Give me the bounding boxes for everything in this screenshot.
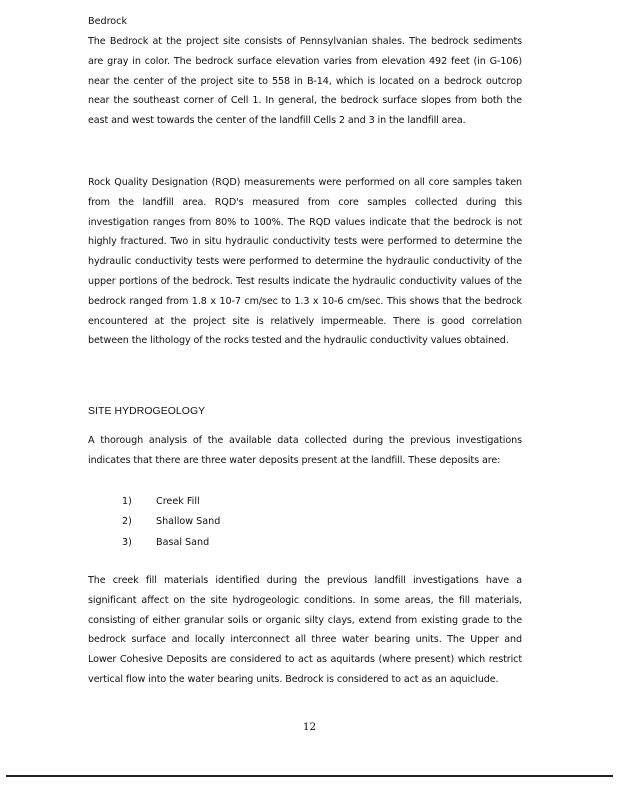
water-deposits-list (122, 492, 220, 553)
list-item-number: 3) (122, 536, 132, 548)
list-item-number: 1) (122, 496, 132, 507)
creek-fill-paragraph: The creek fill materials identified during the previous landfill investigations have a significant affect on the site hydrogeologic conditions. In some areas, the fill materials, consisting of either granular soils or organic silty clays, extend from existing grade to the bedrock surface and locally interconnect all three water bearing units. The Upper and Lower Cohesive Deposits are considered to act as aquitards (where present) which restrict vertical flow into the water bearing units. Bedrock is considered to act as an aquiclude. (88, 575, 522, 685)
rqd-paragraph: Rock Quality Designation (RQD) measurements were performed on all core samples taken from the landfill area. RQD's measured from core samples collected during this investigation ranges from 80% to 100%. The RQD values indicate that the bedrock is not highly fractured. Two in situ hydraulic conductivity tests were performed to determine the hydraulic conductivity tests were performed to determine the hydraulic conductivity of the upper portions of the bedrock. Test results indicate the hydraulic conductivity values of the bedrock ranged from 1.8 x 10-7 cm/sec to 1.3 x 10-6 cm/sec. This shows that the bedrock encountered at the project site is relatively impermeable. There is good correlation between the lithology of the rocks tested and the hydraulic conductivity values obtained. (88, 177, 522, 347)
list-item-label: Shallow Sand (156, 516, 221, 528)
page-number: 12 (302, 721, 317, 733)
list-item-number: 2) (122, 516, 132, 528)
analysis-paragraph: A thorough analysis of the available data collected during the previous investigations indicates that there are three water deposits present at the landfill. These deposits are: (88, 435, 522, 466)
list-item (122, 492, 220, 512)
bedrock-paragraph: The Bedrock at the project site consists of Pennsylvanian shales. The bedrock sediments are gray in color. The bedrock surface elevation varies from elevation 492 feet (in G-106) near the center of the project site to 558 in B-14, which is located on a bedrock outcrop near the southeast corner of Cell 1. In general, the bedrock surface slopes from both the east and west towards the center of the landfill Cells 2 and 3 in the landfill area. (88, 36, 522, 127)
site-hydrogeology-heading: SITE HYDROGEOLOGY (88, 406, 206, 417)
list-item (122, 533, 220, 553)
bedrock-heading: Bedrock (88, 16, 128, 27)
list-item-label: Creek Fill (156, 496, 200, 507)
list-item-label: Basal Sand (156, 536, 210, 548)
list-item (122, 512, 220, 532)
footer-divider (6, 775, 613, 777)
